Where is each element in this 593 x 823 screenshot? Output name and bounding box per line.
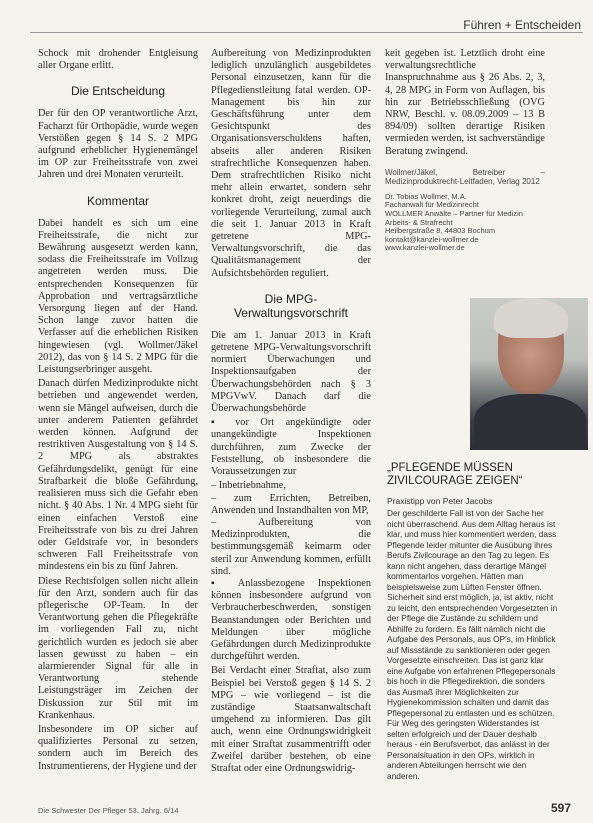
heading-kommentar: Kommentar [86,193,150,208]
author-photo [470,298,588,450]
paragraph: Dabei handelt es sich um eine Freiheitsstrafe, die nicht zur Bewährung ausgesetzt werden kann, sodass die Freiheitsstrafe im Vollzug angetreten werden muss. Die entsprechenden Konsequenzen für Approbation und vertragsärztliche Versorgung liegen auf der Hand. Schon lange zuvor hatten die Verfasser auf die erheblichen Risiken hingewiesen (vgl. Wollmer/Jäkel 2012), das von § 14 S. 2 MPG für die Leistungserbringer ausgeht. [38,217,198,376]
paragraph: Der für den OP verantwortliche Arzt, Facharzt für Orthopädie, wurde wegen Verstößen gegen § 14 S. 2 MPG aufgrund erheblicher Hygienemängel im OP zur Freiheitsstrafe von zwei Jahren und drei Monaten verurteilt. [38,108,198,181]
column-1 [38,48,198,775]
paragraph: Diese Rechtsfolgen sollen nicht allein für den Arzt, sondern auch für das pflegerische OP-Team. In der Verantwortung gehen die Pflegekräfte im vorliegenden Fall zu, nicht gerichtlich wurden es jedoch sie aber lassen gewusst zu haben – ein alarmierender Signal für alle in Verantwortung stehende Leistungsträger im Zeichen der Diskussion zur Stil mit im Krankenhaus. [38,575,198,721]
paragraph: Bei Verdacht einer Straftat, also zum Beispiel bei Verstoß gegen § 14 S. 2 MPG – wie vorliegend – ist die zuständige Staatsanwaltschaft umgehend zu informieren. Das gilt auch, wenn eine Ordnungswidrigkeit mit einer Straftat zusammentrifft oder Zweifel darüber bestehen, ob eine Straftat oder eine Ordnungswidrig- [211,665,371,774]
photo-hair-shape [494,298,568,338]
paragraph: Danach dürfen Medizinprodukte nicht betrieben und angewendet werden, wenn sie Mängel aufweisen, durch die unter anderem Patienten gefährdet werden können. Aufgrund der restriktiven Ausgestaltung von § 14 S. 2 MPG als abstraktes Gefährdungsdelikt, genügt für eine Strafbarkeit die bloße Gefährdung, realisieren muss sich die Gefahr eben nicht. § 40 Abs. 1 Nr. 4 MPG sieht für einen einfachen Verstoß eine Freiheitsstrafe von bis zu drei Jahren oder Geldstrafe vor, in besonders schweren Fall Freiheitsstrafe von mindestens ein bis zu fünf Jahren. [38,378,198,573]
author-firm: WOLLMER Anwälte – Partner für Medizin [385,209,523,219]
paragraph: Insbesondere im OP sicher auf qualifiziertes Personal zu setzen, sondern auch im Bereich des Instrumentierens, der Hygiene und der [38,723,198,772]
page-number: 597 [550,801,571,815]
bullet-item: ▪ vor Ort angekündigte oder unangekündigte Inspektionen durchführen, zum Zwecke der Feststellung, ob insbesondere die Voraussetzungen zur [211,417,371,478]
box-text: Der geschilderte Fall ist von der Sache her nicht überraschend. Aus dem Alltag heraus ist klar, und muss hier kommentiert werden, dass Pflegende leider mitunter die Ausübung ihres Berufs Zivilcourage an den Tag zu legen. Es kann nicht angehen, dass derartige Mängel kommentarlos vorgehen. Hätten man beispielsweise zum Lüften Fenster öffnen. Sicherheit sind erst möglich, ja, ist aktiv, nicht zu leicht, den entsprechenden Vorgesetzten in der Pflege die Zustände zu schildern und Abhilfe zu fordern. Es fällt nämlich nicht die Aufgabe des Personals, aus OP's, im Hinblick auf Missstände zu sanktionieren oder gegen Vorgesetzte einschreiten. Das ist ganz klar eine Aufgabe von erfahrenen Pflegepersonals bis hoch in die Pflegedirektion, die sonders das Ausmaß ihrer Möglichkeiten zur Hygienekommission schalten und damit das Pflegepersonal zu entlasten und es schützen. Für Weg des geringsten Widerstandes ist selten erfolgreich und der Dauer deshalb heraus - ein Berufsverbot, das anlässt in der Personalsituation in den OPs, wirklich in anderen Abteilungen herrscht wie den anderen. [387,508,558,781]
box-subtitle: Praxistipp von Peter Jacobs [387,496,493,506]
heading-entscheidung: Die Entscheidung [70,84,166,99]
column-3 [385,48,545,253]
section-header: Führen + Entscheiden [463,18,581,32]
list-item: – Inbetriebnahme, [211,480,286,492]
author-website: www.kanzlei-wollmer.de [385,243,465,253]
journal-footer: Die Schwester Der Pfleger 53. Jahrg. 6/14 [38,806,179,815]
header-rule [30,32,583,33]
author-address: Heilbergstraße 8, 44803 Bochum [385,226,496,236]
paragraph: Schock mit drohender Entgleisung aller Organe erlitt. [38,48,198,72]
photo-body-shape [474,394,586,450]
author-email: kontakt@kanzlei-wollmer.de [385,234,479,244]
author-info [385,193,545,253]
dash-list [211,480,371,578]
literature-reference: Wollmer/Jäkel, Betreiber – Medizinproduktrecht-Leitfaden, Verlag 2012 [385,167,545,187]
list-item: – zum Errichten, Betreiben, Anwenden und Instandhalten von MP, [211,492,371,516]
column-2 [211,48,371,777]
box-title: „PFLEGENDE MÜSSEN ZIVILCOURAGE ZEIGEN“ [387,462,523,487]
author-title: Fachanwalt für Medizinrecht [385,200,479,210]
author-field: Arbeits- & Strafrecht [385,217,453,227]
paragraph: Die am 1. Januar 2013 in Kraft getretene MPG-Verwaltungsvorschrift normiert Überwachungen und Inspektionsaufgaben der Überwachungsbehörden nach § 3 MPGVwV. Danach darf die Überwachungsbehörde [211,329,371,415]
paragraph: keit gegeben ist. Letztlich droht eine verwaltungsrechtliche Inanspruchnahme aus § 26 Abs. 2, 3, 4, 28 MPG in Form von Auflagen, bis hin zur Betriebsschließung (OVG NRW, Beschl. v. 08.09.2009 – 13 B 894/09) sollten derartige Risiken vermieden werden, ist sachverständige Beratung zwingend. [385,48,545,157]
heading-mpg-verwaltungsvorschrift: Die MPG-Verwaltungsvorschrift [233,291,349,320]
list-item: – Aufbereitung von Medizinprodukten, die bestimmungsgemäß keimarm oder steril zur Anwendung kommen, erfüllt sind. [211,516,371,577]
paragraph: Aufbereitung von Medizinprodukten lediglich unzulänglich ausgebildetes Personal einzusetzen, kann für die Pflegedienstleitung fatal werden. OP-Management bis hin zur Geschäftsführung unter dem Gesichtspunkt des Organisationsverschuldens haften, abseits aller anderen Risiken strafrechtliche Konsequenzen haben. Dem strafrechtlichen Risiko nicht mehr allein erwartet, sondern sehr konkret droht, zeigt neuerdings die vorliegende Verurteilung, zumal auch die seit 1. Januar 2013 in Kraft getretene MPG-Verwaltungsvorschrift, die das Qualitätsmanagement der Aufsichtsbehörden reguliert. [211,48,371,279]
bullet-item: ▪ Anlassbezogene Inspektionen können insbesondere aufgrund von Verbraucherbeschwerden, sonstigen Beanstandungen oder Berichten und Meldungen über mögliche Gefährdungen durch Medizinprodukte durchgeführt werden. [211,577,371,663]
author-name: Dr. Tobias Wollmer, M.A. [385,191,467,201]
